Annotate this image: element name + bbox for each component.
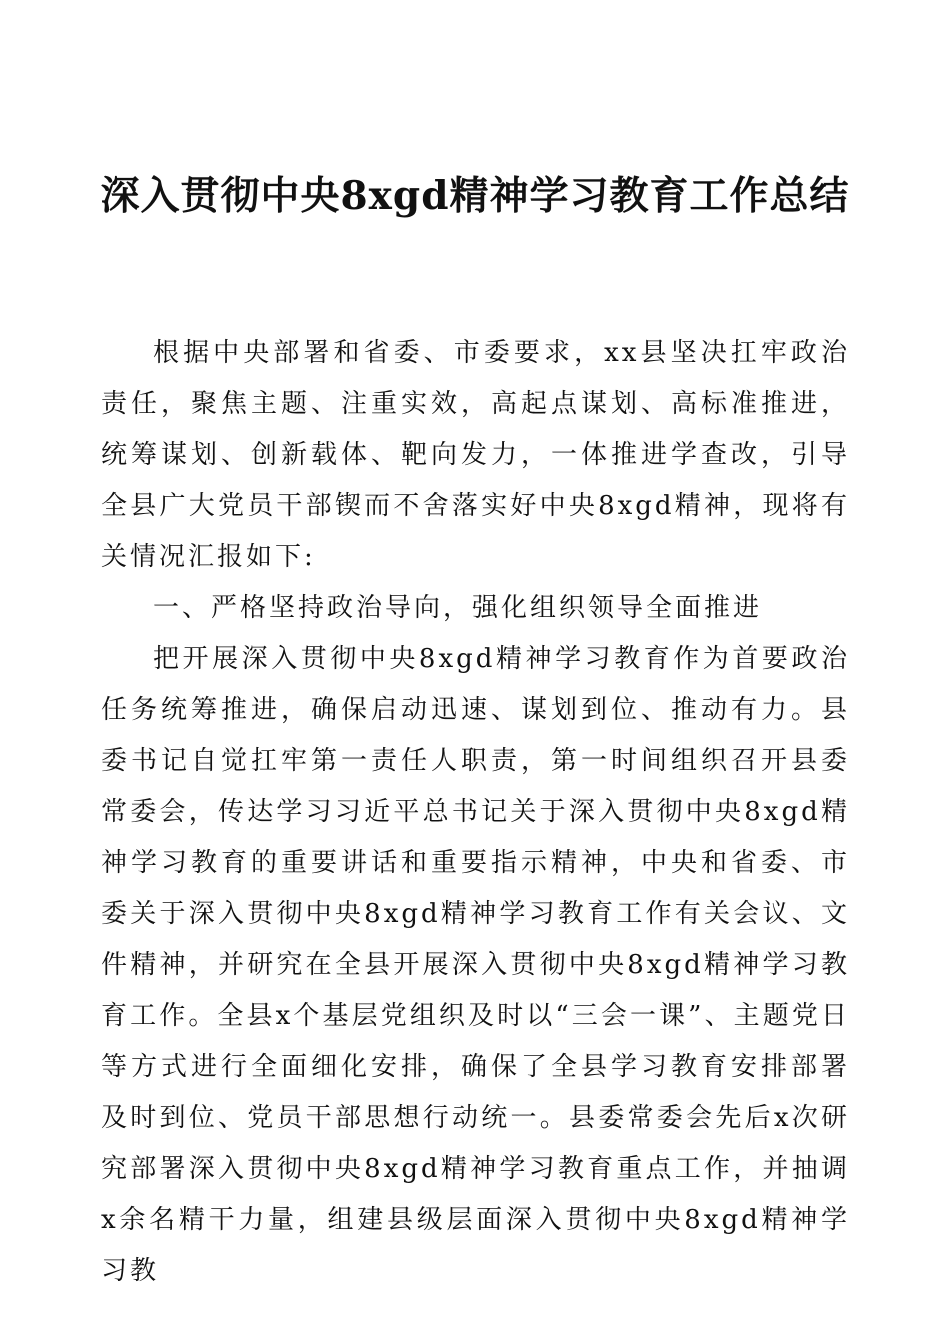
document-body bbox=[101, 328, 850, 1297]
paragraph-intro: 根据中央部署和省委、市委要求，xx县坚决扛牢政治责任，聚焦主题、注重实效，高起点谋划、高标准推进，统筹谋划、创新载体、靶向发力，一体推进学查改，引导全县广大党员干部锲而不舍落实好中央8xgd精神，现将有关情况汇报如下: bbox=[101, 338, 850, 572]
document-title: 深入贯彻中央8xgd精神学习教育工作总结 bbox=[100, 173, 850, 219]
section-heading-1: 一、严格坚持政治导向，强化组织领导全面推进 bbox=[153, 593, 763, 623]
paragraph-section-1: 把开展深入贯彻中央8xgd精神学习教育作为首要政治任务统筹推进，确保启动迅速、谋划到位、推动有力。县委书记自觉扛牢第一责任人职责，第一时间组织召开县委常委会，传达学习习近平总书记关于深入贯彻中央8xgd精神学习教育的重要讲话和重要指示精神，中央和省委、市委关于深入贯彻中央8xgd精神学习教育工作有关会议、文件精神，并研究在全县开展深入贯彻中央8xgd精神学习教育工作。全县x个基层党组织及时以“三会一课”、主题党日等方式进行全面细化安排，确保了全县学习教育安排部署及时到位、党员干部思想行动统一。县委常委会先后x次研究部署深入贯彻中央8xgd精神学习教育重点工作，并抽调x余名精干力量，组建县级层面深入贯彻中央8xgd精神学习教 bbox=[101, 644, 850, 1286]
